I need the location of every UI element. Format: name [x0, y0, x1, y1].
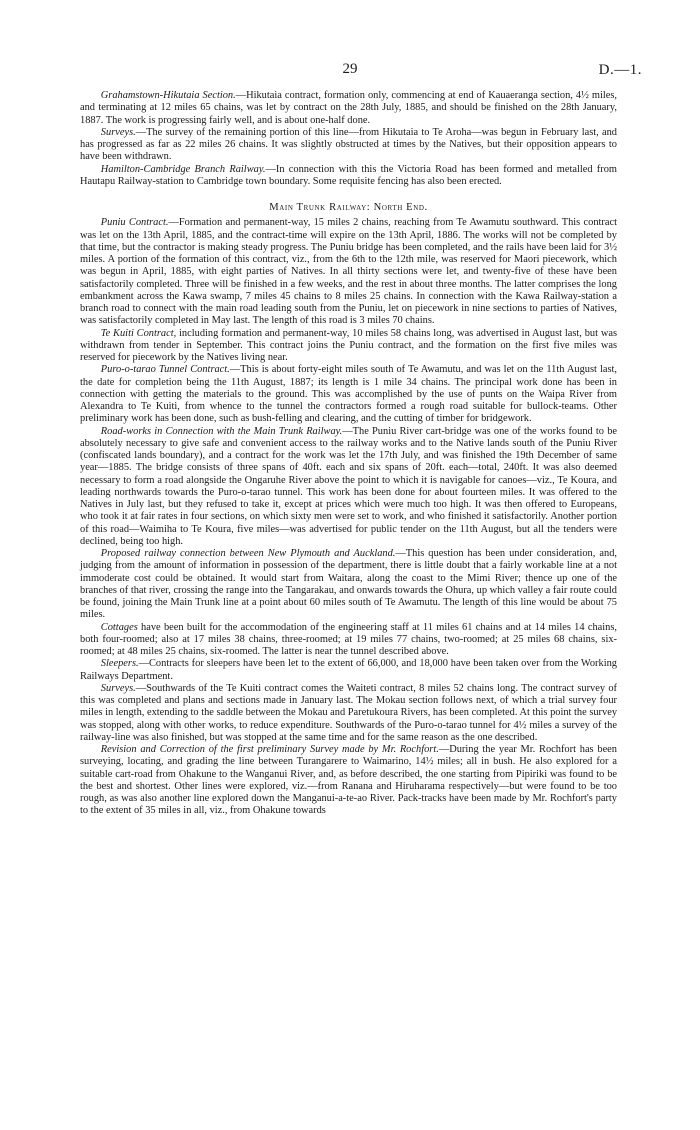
paragraph-proposed-connection — [80, 548, 617, 622]
paragraph-rochfort-survey — [80, 744, 617, 818]
paragraph-cottages — [80, 622, 617, 659]
paragraph-text: —Formation and permanent-way, 15 miles 2 chains, reaching from Te Awamutu southward. This contract was let on the 13th April, 1885, and the contract-time will expire on the 13th April, 1886. The works will not be completed by that time, but the contractor is making steady progress. The Puniu bridge has been completed, and the rails have been laid for 3½ miles. A portion of the formation of this contract, viz., from the 6th to the 12th mile, was reserved for Maori piecework, which was begun in April, 1885, with eight parties of Natives. In all thirty sections were let, and twenty-five of these have been satisfactorily completed. Three will be finished in a few weeks, and the rest in about three months. The latter comprises the long embankment across the Kawa swamp, 7 miles 45 chains to 8 miles 25 chains. In connection with the Kawa Railway-station a branch road to connect with the main road leading south from the Puniu, let on piecework in nine sections to parties of Natives, was satisfactorily completed in May last. The length of this road is 3 miles 70 chains. — [80, 217, 617, 327]
paragraph-lead: Puro-o-tarao Tunnel Contract. — [100, 364, 230, 376]
paragraph-lead: Hamilton-Cambridge Branch Railway. — [100, 163, 266, 175]
paragraph-lead: Sleepers. — [100, 658, 139, 670]
paragraph-text: —This is about forty-eight miles south of Te Awamutu, and was let on the 11th August last, the date for completion being the 11th August, 1887; its length is 1 mile 34 chains. The principal work done has been in connection with getting the materials to the ground. This was accomplished by the use of punts on the Waipa River from Alexandra to Te Kuiti, from whence to the tunnel the contractors formed a rough road suitable for bullock-teams. Other preliminary work has been done, such as bush-felling and clearing, and the cutting of timber for bridgework. — [80, 364, 617, 425]
paragraph-lead: Revision and Correction of the first preliminary Survey made by Mr. Rochfort. — [100, 744, 439, 755]
paragraph-text: —In connection with this the Victoria Road has been formed and metalled from Hautapu Railway-station to Cambridge town boundary. Some requisite fencing has also been erected. — [80, 163, 618, 187]
paragraph-text: —Contracts for sleepers have been let to the extent of 66,000, and 18,000 have been taken over from the Working Railways Department. — [80, 658, 617, 682]
paragraph-lead: Surveys. — [100, 682, 136, 694]
paragraph-lead: Grahamstown-Hikutaia Section. — [100, 90, 236, 101]
paragraph-text: —The survey of the remaining portion of this line—from Hikutaia to Te Aroha—was begun in February last, and has progressed as far as 22 miles 26 chains. It was slightly obstructed at times by the Natives, but their opposition appears to have been withdrawn. — [80, 126, 617, 163]
paragraph-road-works — [80, 426, 617, 549]
paragraph-lead: Surveys. — [100, 126, 136, 138]
document-body — [80, 90, 617, 818]
paragraph-lead: Puniu Contract. — [100, 217, 169, 229]
paragraph-grahamstown-hikutaia — [80, 90, 617, 127]
paragraph-hamilton-cambridge — [80, 164, 617, 189]
paragraph-lead: Road-works in Connection with the Main Trunk Railway. — [100, 425, 343, 437]
paragraph-sleepers — [80, 658, 617, 683]
paragraph-lead: Proposed railway connection between New Plymouth and Auckland. — [100, 548, 396, 559]
paragraph-surveys-hikutaia — [80, 127, 617, 164]
page-number: 29 — [342, 61, 358, 77]
paragraph-te-kuiti-contract — [80, 328, 617, 365]
paragraph-text: —During the year Mr. Rochfort has been surveying, locating, and grading the line between Turangarere to Waimarino, 14½ miles; all in bush. He also explored for a suitable cart-road from Ohakune to the Wanganui River, and, as before described, the one starting from Pipiriki was found to be the best and shortest. Other lines were explored, viz.—from Ranana and Hiruharama respectively—but were found to be too rough, as was also another line explored down the Manganui-a-te-ao River. Pack-tracks have been made by Mr. Rochfort's party to the extent of 35 miles in all, viz., from Ohakune towards — [80, 744, 617, 817]
section-heading: Main Trunk Railway: North End. — [269, 202, 428, 213]
paragraph-text: including formation and permanent-way, 10 miles 58 chains long, was advertised in August last, but was withdrawn from tender in September. This contract joins the Puniu contract, and the formation on the first five miles was reserved for piecework by the Natives living near. — [80, 327, 617, 363]
paragraph-text: —Southwards of the Te Kuiti contract comes the Waiteti contract, 8 miles 52 chains long. The contract survey of this was completed and plans and sections made in January last. The Mokau section follows next, of which a trial survey four miles in length, extending to the saddle between the Mokau and Paretukoura Rivers, has been completed. At this point the survey was stopped, along with other works, to reduce expenditure. Southwards of the Puro-o-tarao tunnel for 4½ miles a survey of the railway-line was also finished, but was stopped at the same time and for the same reason as the one described. — [80, 682, 618, 743]
paragraph-puniu-contract — [80, 217, 617, 327]
paragraph-text: —The Puniu River cart-bridge was one of the works found to be absolutely necessary to give safe and convenient access to the railway works and to the Native lands south of the Puniu River (confiscated lands boundary), and a contract for the work was let the 17th July, and was finished the 19th December of same year—1885. The bridge consists of three spans of 40ft. each and six spans of 20ft. each—total, 240ft. It was also deemed necessary to form a road alongside the Ongaruhe River above the point to which it is navigable for canoes—viz., Te Koura, and leading northwards towards the Puro-o-tarao tunnel. This work has been done for about fourteen miles. It was offered to the Natives in July last, but they refused to take it, except at prices which were much too high. It was then offered to Europeans, who took it at fair rates in four sections, on which sixty men were set to work, and who finished it satisfactorily. Another portion of this road—Waimiha to Te Koura, five miles—was advertised for public tender on the 11th August, but all the tenders were declined, being too high. — [80, 425, 617, 547]
paragraph-text: have been built for the accommodation of the engineering staff at 11 miles 61 chains and at 14 miles 14 chains, both four-roomed; also at 17 miles 38 chains, three-roomed; at 19 miles 77 chains, two-roomed; at 25 miles 68 chains, six-roomed; at 48 miles 25 chains, six-roomed. The latter is near the tunnel described above. — [80, 621, 617, 657]
paragraph-text: —This question has been under consideration, and, judging from the amount of information in possession of the department, there is little doubt that a fairly workable line at a not immoderate cost could be obtained. It would start from Waitara, along the coast to the Mimi River; thence up one of the branches of that river, crossing the range into the Tangarakau, and onwards towards the Ohura, up which valley a fair route could be found, joining the Main Trunk line at a point about 60 miles south of Te Awamutu. The length of this line would be about 75 miles. — [80, 548, 617, 621]
paragraph-tunnel-contract — [80, 364, 617, 425]
paragraph-surveys-south — [80, 683, 617, 744]
paragraph-lead: Te Kuiti Contract, — [100, 327, 177, 339]
paragraph-text: —Hikutaia contract, formation only, commencing at end of Kauaeranga section, 4½ miles, and terminating at 12 miles 65 chains, was let by contract on the 28th July, 1885, and should be finished on the 28th January, 1887. The work is progressing fairly well, and is about one-half done. — [80, 90, 617, 126]
document-reference: D.—1. — [598, 62, 642, 78]
paragraph-lead: Cottages — [100, 621, 138, 633]
